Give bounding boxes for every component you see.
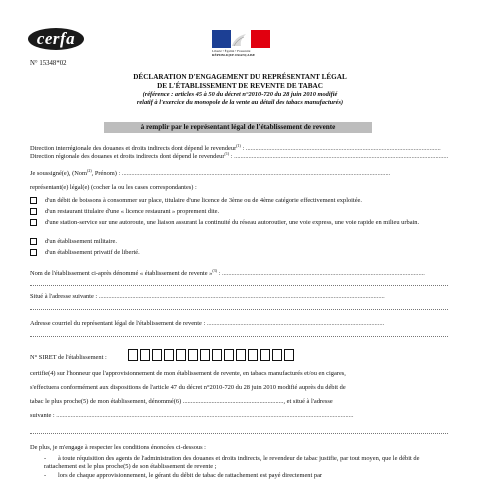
- siret-digit-cell[interactable]: [272, 349, 282, 361]
- title-line-2: DE L'ÉTABLISSEMENT DE REVENTE DE TABAC: [157, 82, 323, 90]
- direction-interregionale-field[interactable]: Direction interrégionale des douanes et droits indirects dont dépend le revendeur$^{(1)}$ : ..........................................................................................................................: [30, 143, 441, 153]
- divider-dotted: [30, 433, 448, 434]
- siret-digit-cell[interactable]: [200, 349, 210, 361]
- motto-line: Liberté • Égalité • Fraternité: [212, 49, 251, 53]
- option-label: d'un établissement privatif de liberté.: [45, 249, 140, 256]
- bullet-text: lors de chaque approvisionnement, le gérant du débit de tabac de rattachement est payé directement par: [58, 472, 323, 479]
- certifie-line: suivante :: [30, 412, 55, 419]
- soussigne-label-end: , Prénom): [91, 170, 117, 178]
- footnote-ref: (1): [236, 143, 241, 148]
- checkbox[interactable]: [30, 219, 37, 226]
- direction-interregionale-label: Direction interrégionale des douanes et droits indirects dont dépend le revendeur: [30, 145, 237, 153]
- bullet-text: à toute réquisition des agents de l'administration des douanes et droits indirects, le revendeur de tabac justifie, par tout moyen, que le débit de rattachement est le plus proche(5) de son établissement de revente ;: [44, 455, 420, 471]
- option-label: d'un restaurant titulaire d'une « licence restaurant » proprement dite.: [45, 208, 220, 215]
- direction-regionale-label: Direction régionale des douanes et droits indirects dont dépend le revendeur: [30, 153, 225, 161]
- republique-label: RÉPUBLIQUE FRANÇAISE: [212, 53, 256, 58]
- divider-dotted: [30, 336, 448, 337]
- siret-digit-cell[interactable]: [248, 349, 258, 361]
- certification-paragraph: [30, 367, 450, 423]
- nom-etablissement-field[interactable]: Nom de l'établissement ci-après dénommé « établissement de revente »$^{(3)}$ : ...............................................................................................................................: [30, 268, 425, 278]
- title-line-1: DÉCLARATION D'ENGAGEMENT DU REPRÉSENTANT LÉGAL: [133, 73, 347, 81]
- siret-input[interactable]: [128, 349, 296, 363]
- courriel-field[interactable]: Adresse courriel du représentant légal de l'établissement de revente : ...............................................................................................................: [30, 320, 385, 327]
- divider-dotted: [30, 285, 448, 286]
- republique-motto: [212, 49, 272, 57]
- legal-reference: [30, 91, 450, 107]
- representant-label: représentant(e) légal(e) (cocher la ou les cases correspondantes) :: [30, 184, 197, 191]
- adresse-label: Situé à l'adresse suivante :: [30, 293, 98, 300]
- form-number: N° 15348*02: [30, 60, 67, 67]
- siret-digit-cell[interactable]: [236, 349, 246, 361]
- siret-digit-cell[interactable]: [284, 349, 294, 361]
- siret-digit-cell[interactable]: [140, 349, 150, 361]
- certifie-address-field[interactable]: suivante : ..........................................................................................................................................................................................: [30, 412, 354, 419]
- divider-dotted: [30, 309, 448, 310]
- siret-digit-cell[interactable]: [128, 349, 138, 361]
- option-privatif-liberte[interactable]: [30, 249, 450, 257]
- option-debit-boissons[interactable]: [30, 197, 450, 205]
- bullet-item: - lors de chaque approvisionnement, le gérant du débit de tabac de rattachement est payé directement par: [44, 472, 323, 479]
- siret-digit-cell[interactable]: [176, 349, 186, 361]
- soussigne-label: Je soussigné(e), (Nom: [30, 170, 87, 178]
- siret-digit-cell[interactable]: [260, 349, 270, 361]
- checkbox[interactable]: [30, 238, 37, 245]
- option-label: d'une station-service sur une autoroute, une liaison assurant la continuité du réseau autoroutier, une voie express, une voie rapide en milieu urbain.: [45, 219, 420, 226]
- siret-digit-cell[interactable]: [224, 349, 234, 361]
- footnote-ref: (1): [224, 151, 230, 156]
- direction-regionale-field[interactable]: Direction régionale des douanes et droits indirects dont dépend le revendeur$^{(1)}$ : ......................................................................................................................................: [30, 151, 449, 161]
- siret-digit-cell[interactable]: [212, 349, 222, 361]
- cerfa-logo: cerfa: [28, 28, 84, 50]
- adresse-field[interactable]: Situé à l'adresse suivante : ...................................................................................................................................................................................: [30, 293, 385, 300]
- checkbox[interactable]: [30, 208, 37, 215]
- nom-etablissement-label: Nom de l'établissement ci-après dénommé « établissement de revente »: [30, 270, 213, 278]
- option-label: d'un débit de boissons à consommer sur place, titulaire d'une licence de 3ème ou de 4ème catégorie effectivement exploitée.: [45, 197, 362, 204]
- document-title: [30, 73, 450, 91]
- checkbox[interactable]: [30, 197, 37, 204]
- option-militaire[interactable]: [30, 238, 450, 246]
- section-banner: à remplir par le représentant légal de l'établissement de revente: [104, 122, 372, 133]
- option-label: d'un établissement militaire.: [45, 238, 117, 245]
- certifie-line: s'effectuera conformément aux dispositions de l'article 47 du décret n°2010-720 du 28 juin 2010 modifié auprès du débit de: [30, 384, 346, 391]
- certifie-line: tabac le plus proche(5) de mon établissement, dénommé(6) ..............................................................., et situé à l'adresse: [30, 398, 333, 405]
- footnote-ref: (3): [212, 268, 218, 273]
- marianne-logo: [212, 30, 270, 48]
- siret-digit-cell[interactable]: [188, 349, 198, 361]
- courriel-label: Adresse courriel du représentant légal de l'établissement de revente :: [30, 320, 206, 327]
- option-station-service[interactable]: [30, 219, 450, 227]
- engagement-label: De plus, je m'engage à respecter les conditions énoncées ci-dessous :: [30, 444, 206, 451]
- certifie-line: certifie(4) sur l'honneur que l'approvisionnement de mon établissement de revente, en tabacs manufacturés et/ou en cigares,: [30, 370, 346, 377]
- reference-line-1: (référence : articles 45 à 50 du décret n°2010-720 du 28 juin 2010 modifié: [142, 91, 338, 98]
- siret-digit-cell[interactable]: [164, 349, 174, 361]
- siret-label: N° SIRET de l'établissement :: [30, 354, 107, 361]
- nom-prenom-field[interactable]: Je soussigné(e), (Nom$^{(2)}$, Prénom) : ........................................................................................................................................................................: [30, 168, 391, 178]
- bullet-item: - à toute réquisition des agents de l'administration des douanes et droits indirects, le revendeur de tabac justifie, par tout moyen, que le débit de rattachement est le plus proche(5) de son établissement de revente ;: [44, 455, 420, 471]
- footnote-ref: (2): [86, 168, 92, 173]
- reference-line-2: relatif à l'exercice du monopole de la vente au détail des tabacs manufacturés): [136, 99, 344, 106]
- option-restaurant[interactable]: [30, 208, 450, 216]
- siret-digit-cell[interactable]: [152, 349, 162, 361]
- checkbox[interactable]: [30, 249, 37, 256]
